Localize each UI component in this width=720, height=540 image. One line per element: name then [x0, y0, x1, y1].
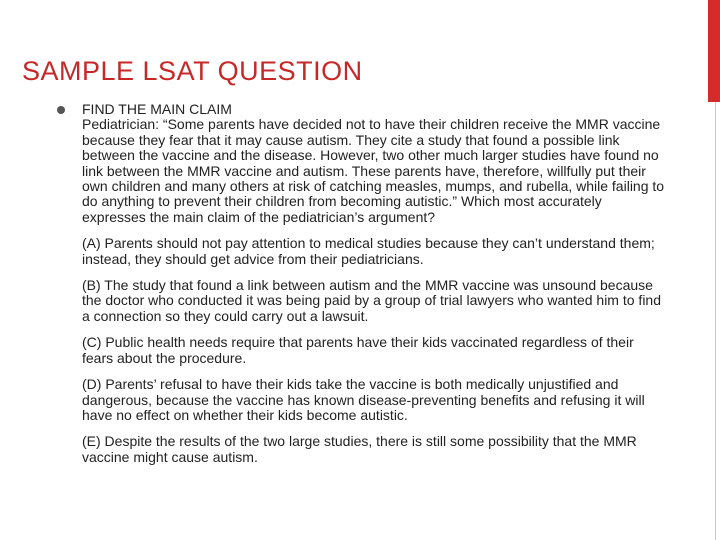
- question-stimulus: Pediatrician: “Some parents have decided not to have their children receive the MMR vaccine because they fear that it may cause autism. They cite a study that found a possible link between the vaccine and the disease. However, two other much larger studies have found no link between the MMR vaccine and autism. These parents have, therefore, willfully put their own children and many others at risk of catching measles, mumps, and rubella, while failing to do anything to prevent their children from becoming autistic.” Which most accurately expresses the main claim of the pediatrician’s argument?: [82, 116, 665, 225]
- question-body: [82, 102, 666, 465]
- bullet-icon: [57, 106, 65, 114]
- side-rule: [715, 102, 716, 540]
- question-heading: FIND THE MAIN CLAIM: [82, 101, 232, 117]
- answer-option-a: (A) Parents should not pay attention to medical studies because they can’t understand them; instead, they should get advice from their pediatricians.: [82, 235, 655, 267]
- accent-bar: [708, 0, 720, 102]
- answer-option-b: (B) The study that found a link between autism and the MMR vaccine was unsound because the doctor who conducted it was being paid by a group of trial lawyers who wanted him to find a connection so they could carry out a lawsuit.: [82, 277, 661, 324]
- answer-option-e: (E) Despite the results of the two large studies, there is still some possibility that the MMR vaccine might cause autism.: [82, 433, 637, 465]
- answer-option-d: (D) Parents’ refusal to have their kids take the vaccine is both medically unjustified and dangerous, because the vaccine has known disease-preventing benefits and refusing it will have no effect on whether their kids become autistic.: [82, 376, 645, 423]
- slide-title: SAMPLE LSAT QUESTION: [22, 56, 363, 86]
- answer-option-c: (C) Public health needs require that parents have their kids vaccinated regardless of their fears about the procedure.: [82, 334, 634, 366]
